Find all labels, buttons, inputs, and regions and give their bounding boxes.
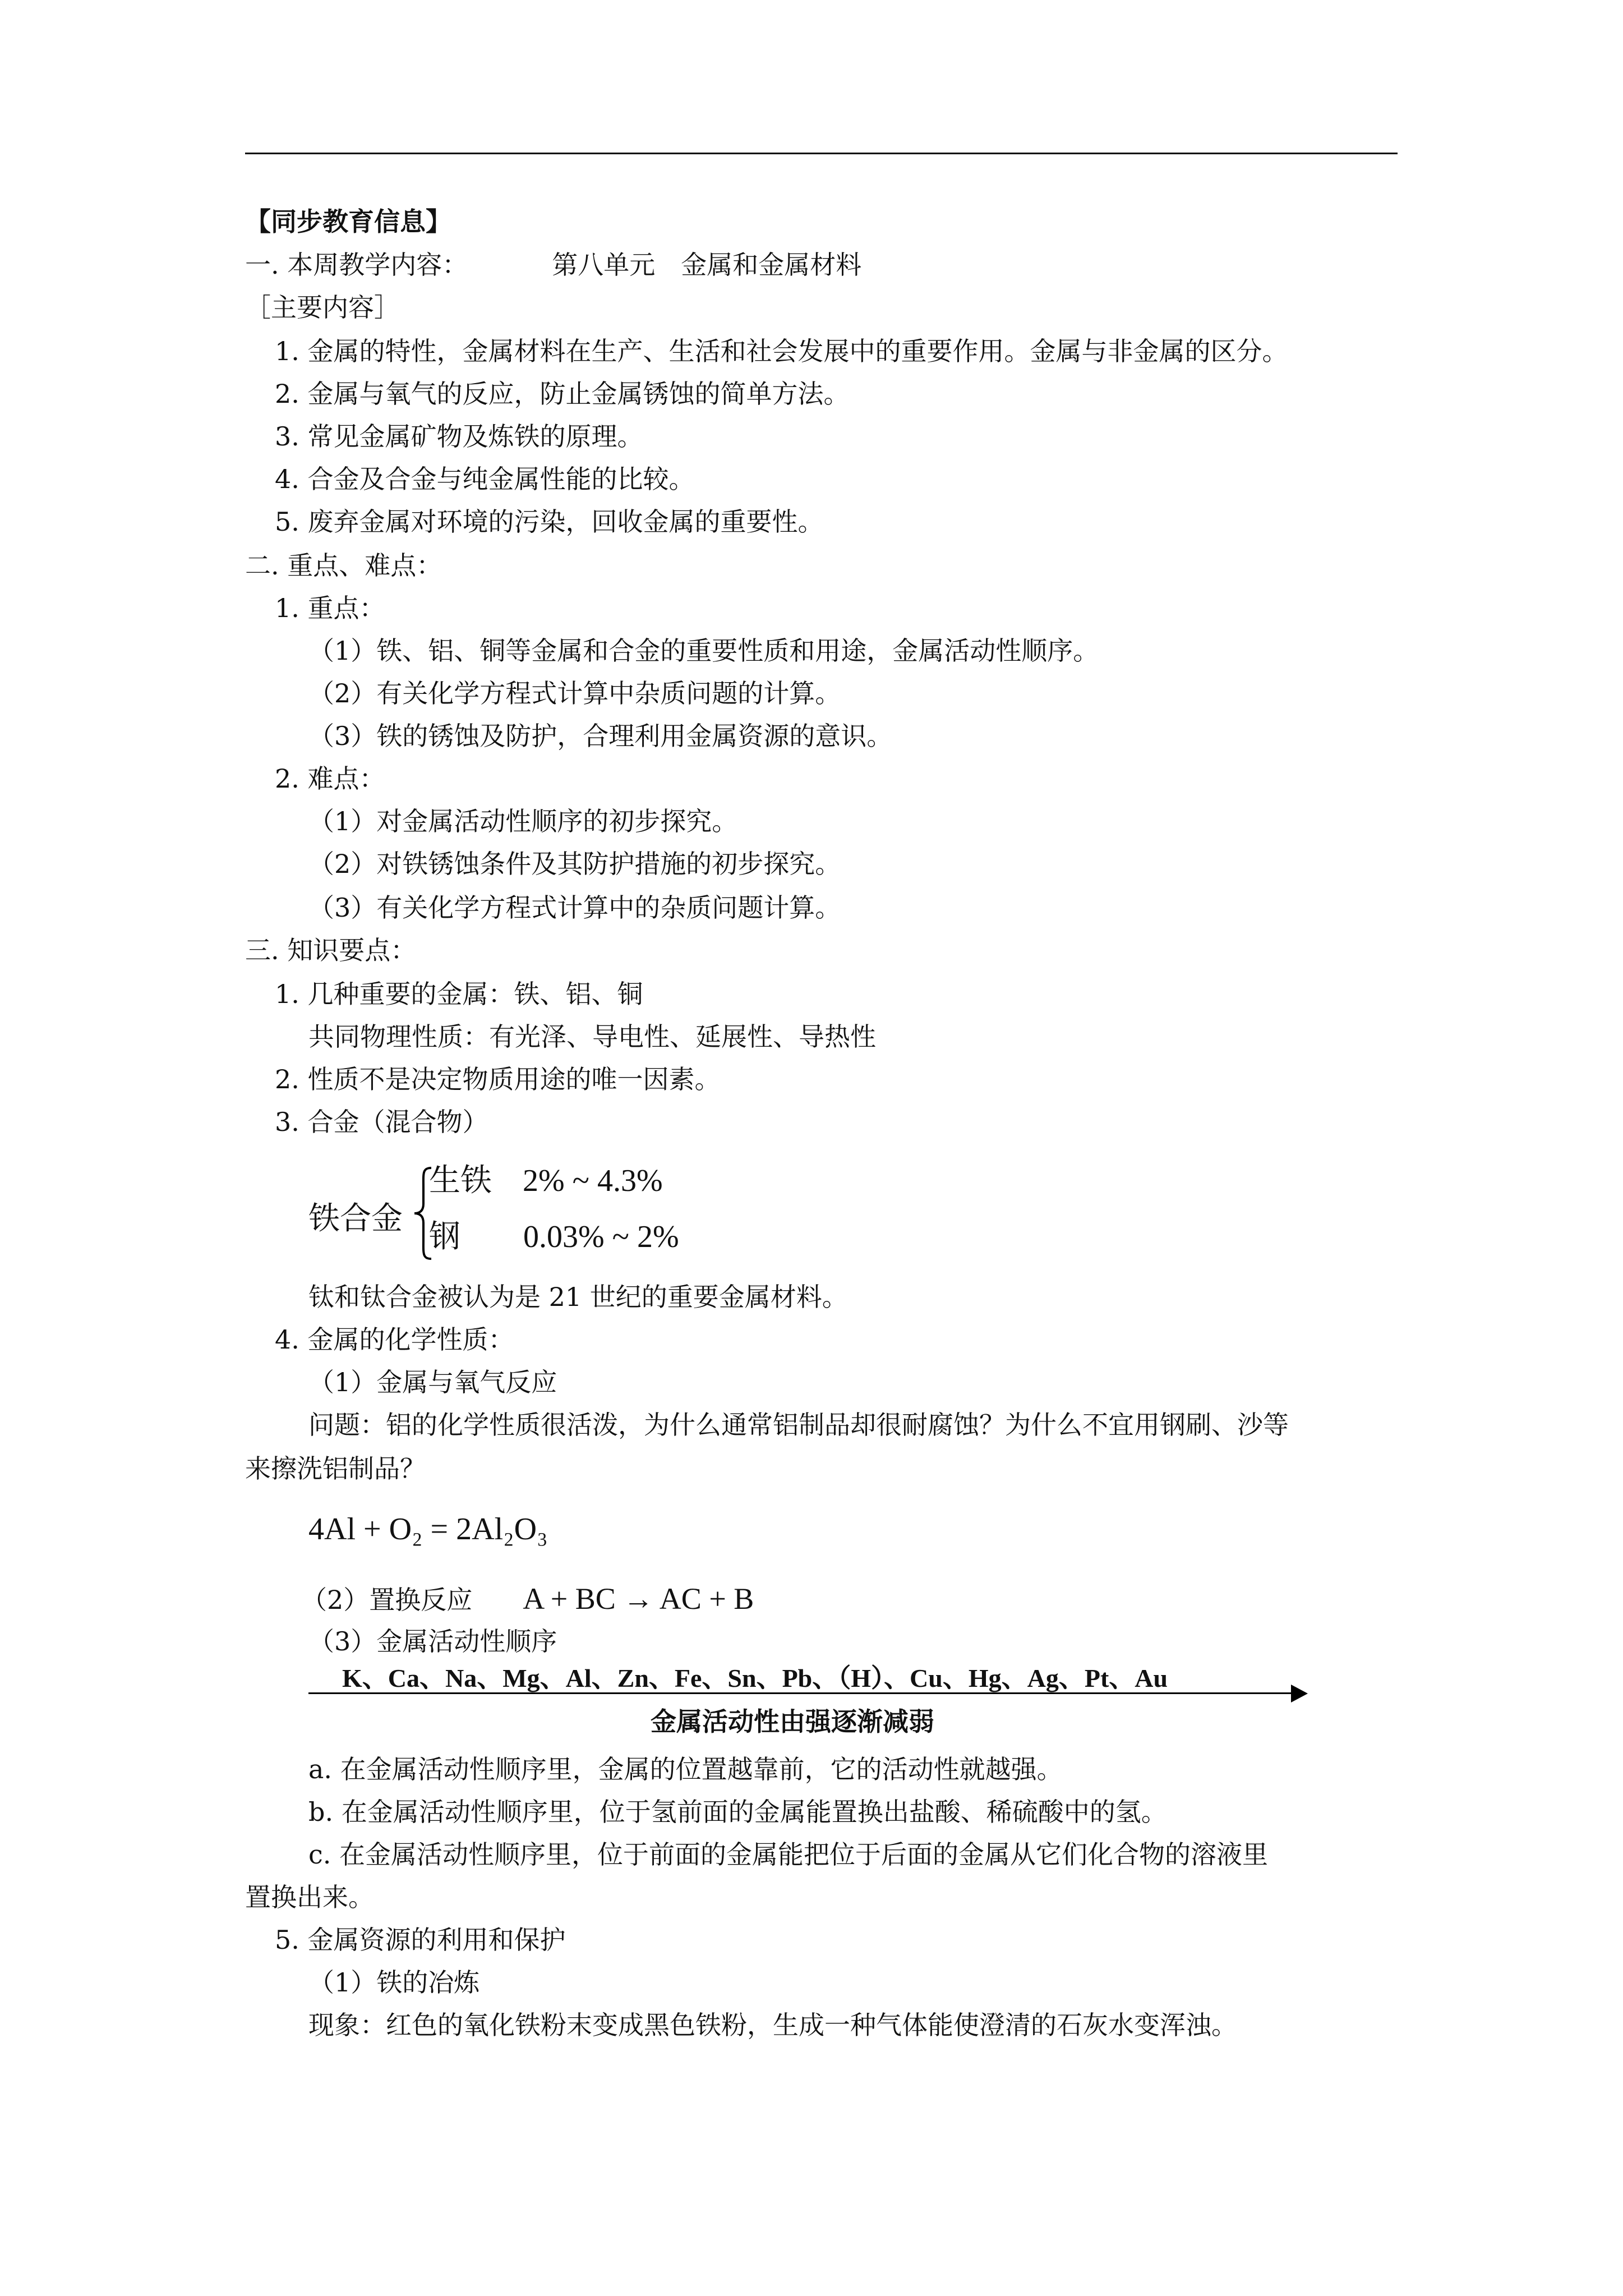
knowledge-item-1: 1. 几种重要的金属：铁、铝、铜: [275, 979, 643, 1009]
difficult-point: （3）有关化学方程式计算中的杂质问题计算。: [308, 892, 841, 923]
knowledge-item-4-3: （3）金属活动性顺序: [308, 1626, 557, 1657]
aluminum-oxidation-equation: 4Al + O₂ = 2Al₂O₃: [308, 1512, 548, 1547]
key-point: （2）有关化学方程式计算中杂质问题的计算。: [308, 678, 841, 708]
knowledge-item-4: 4. 金属的化学性质：: [275, 1324, 514, 1355]
section-2-heading: 二. 重点、难点：: [245, 550, 442, 581]
header-rule: [245, 153, 1398, 154]
content-item: 5. 废弃金属对环境的污染，回收金属的重要性。: [275, 507, 824, 537]
displacement-label: （2）置换反应: [301, 1585, 473, 1615]
section-3-heading: 三. 知识要点：: [245, 935, 417, 965]
pig-iron-row: [429, 1156, 663, 1200]
unit-title: 第八单元 金属和金属材料: [552, 250, 862, 280]
key-points-label: 1. 重点：: [275, 593, 385, 623]
titanium-note: 钛和钛合金被认为是 21 世纪的重要金属材料。: [308, 1282, 848, 1312]
question-line-1: 问题：铝的化学性质很活泼，为什么通常铝制品却很耐腐蚀？为什么不宜用钢刷、沙等: [308, 1410, 1289, 1440]
displacement-formula: A + BC → AC + B: [523, 1582, 754, 1616]
rule-a: a. 在金属活动性顺序里，金属的位置越靠前，它的活动性就越强。: [308, 1754, 1063, 1784]
key-point: （3）铁的锈蚀及防护，合理利用金属资源的意识。: [308, 721, 893, 751]
pig-iron-range: 2% ~ 4.3%: [523, 1163, 663, 1198]
knowledge-item-4-2: [301, 1582, 754, 1617]
key-point: （1）铁、铝、铜等金属和合金的重要性质和用途，金属活动性顺序。: [308, 636, 1099, 666]
difficult-point: （1）对金属活动性顺序的初步探究。: [308, 806, 738, 836]
arrow-right-icon: [1291, 1685, 1308, 1703]
rule-b: b. 在金属活动性顺序里，位于氢前面的金属能置换出盐酸、稀硫酸中的氢。: [308, 1797, 1167, 1827]
knowledge-item-2: 2. 性质不是决定物质用途的唯一因素。: [275, 1064, 721, 1094]
main-content-label: ［主要内容］: [245, 292, 400, 323]
activity-series-line: [308, 1692, 1301, 1694]
iron-alloy-brace: [308, 1156, 757, 1268]
question-line-2: 来擦洗铝制品？: [245, 1453, 426, 1484]
activity-series-metals: K、Ca、Na、Mg、Al、Zn、Fe、Sn、Pb、（H）、Cu、Hg、Ag、Pt、Au: [342, 1664, 1168, 1692]
rule-c-line-1: c. 在金属活动性顺序里，位于前面的金属能把位于后面的金属从它们化合物的溶液里: [308, 1839, 1269, 1870]
knowledge-item-3: 3. 合金（混合物）: [275, 1107, 488, 1137]
iron-alloy-label: 铁合金: [308, 1202, 403, 1236]
knowledge-item-5-1: （1）铁的冶炼: [308, 1967, 480, 1998]
steel-row: [429, 1212, 679, 1257]
content-item: 1. 金属的特性，金属材料在生产、生活和社会发展中的重要作用。金属与非金属的区分。: [275, 336, 1288, 366]
difficult-point: （2）对铁锈蚀条件及其防护措施的初步探究。: [308, 849, 841, 879]
activity-series-diagram: [308, 1658, 1307, 1747]
content-item: 2. 金属与氧气的反应，防止金属锈蚀的简单方法。: [275, 379, 850, 409]
rule-c-line-2: 置换出来。: [245, 1882, 374, 1912]
section-1-heading: [245, 248, 861, 282]
steel-name: 钢: [429, 1220, 460, 1254]
activity-series-caption: 金属活动性由强逐渐减弱: [651, 1706, 934, 1737]
content-item: 4. 合金及合金与纯金属性能的比较。: [275, 464, 695, 494]
steel-range: 0.03% ~ 2%: [523, 1220, 679, 1254]
knowledge-item-4-1: （1）金属与氧气反应: [308, 1367, 557, 1397]
doc-title: 【同步教育信息】: [245, 206, 451, 237]
content-item: 3. 常见金属矿物及炼铁的原理。: [275, 421, 643, 452]
phenomenon-text: 现象：红色的氧化铁粉末变成黑色铁粉，生成一种气体能使澄清的石灰水变浑浊。: [308, 2010, 1237, 2040]
difficult-label: 2. 难点：: [275, 763, 385, 794]
section-1-label: 一. 本周教学内容：: [245, 250, 468, 280]
knowledge-item-1-detail: 共同物理性质：有光泽、导电性、延展性、导热性: [308, 1022, 876, 1052]
pig-iron-name: 生铁: [429, 1163, 492, 1198]
knowledge-item-5: 5. 金属资源的利用和保护: [275, 1925, 566, 1955]
